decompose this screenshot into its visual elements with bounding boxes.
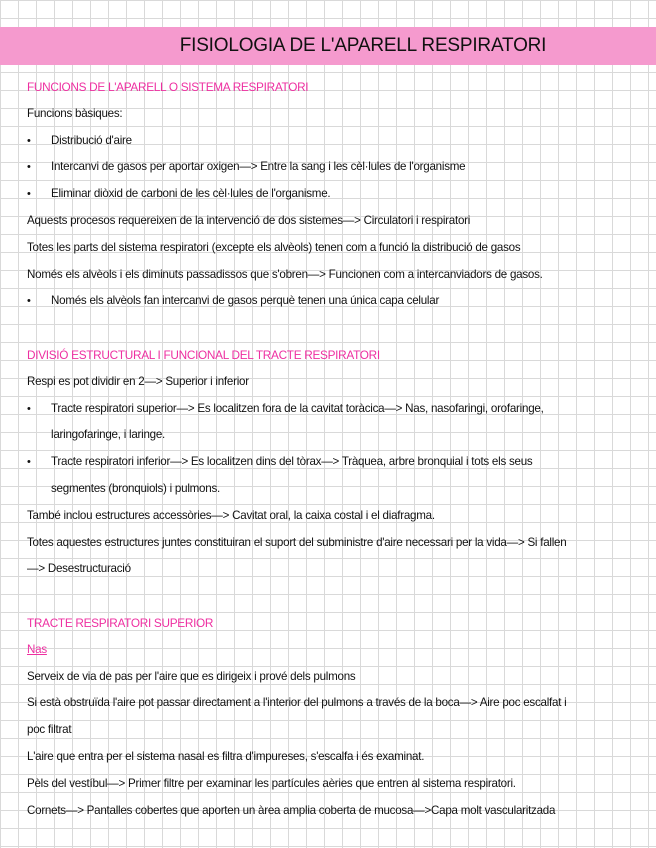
- paragraph: Pèls del vestíbul—> Primer filtre per examinar les partícules aèries que entren al sistema respiratori.: [27, 776, 516, 790]
- bullet-item: • Eliminar diòxid de carboni de les cèl·lules de l'organisme.: [27, 181, 649, 208]
- paragraph: Aquests procesos requereixen de la intervenció de dos sistemes—> Circulatori i respiratori: [27, 213, 471, 227]
- spacer: [27, 583, 649, 610]
- paragraph: També inclou estructures accessòries—> Cavitat oral, la caixa costal i el diafragma.: [27, 508, 435, 522]
- section-heading-tracte-superior: TRACTE RESPIRATORI SUPERIOR: [27, 615, 214, 630]
- spacer: [27, 315, 649, 342]
- paragraph: Només els alvèols i els diminuts passadissos que s'obren—> Funcionen com a intercanviadors de gasos.: [27, 267, 543, 281]
- paragraph: Serveix de via de pas per l'aire que es dirigeix i prové dels pulmons: [27, 669, 356, 683]
- paragraph: —> Desestructuració: [27, 562, 131, 576]
- bullet-item: • Només els alvèols fan intercanvi de gasos perquè tenen una única capa celular: [27, 288, 649, 315]
- title-banner: [0, 27, 656, 65]
- subheading-nas: Nas: [27, 642, 47, 656]
- paragraph: L'aire que entra per el sistema nasal es filtra d'impureses, s'escalfa i és examinat.: [27, 749, 425, 763]
- paragraph: Respi es pot dividir en 2—> Superior i inferior: [27, 374, 249, 388]
- paragraph: Totes aquestes estructures juntes constituiran el suport del subministre d'aire necessari per la vida—> Si fallen: [27, 535, 567, 549]
- bullet-item: • Intercanvi de gasos per aportar oxigen—> Entre la sang i les cèl·lules de l'organisme: [27, 154, 649, 181]
- bullet-item: • Distribució d'aire: [27, 128, 649, 155]
- paragraph: Cornets—> Pantalles cobertes que aporten un àrea amplia coberta de mucosa—>Capa molt vascularitzada: [27, 803, 556, 817]
- section-heading-funcions: FUNCIONS DE L'APARELL O SISTEMA RESPIRATORI: [27, 80, 309, 94]
- page-title: FISIOLOGIA DE L'APARELL RESPIRATORI: [179, 35, 547, 56]
- bullet-continuation: segmentes (bronquiols) i pulmons.: [51, 481, 220, 495]
- document-body: [27, 74, 649, 824]
- section-heading-divisio: DIVISIÓ ESTRUCTURAL I FUNCIONAL DEL TRACTE RESPIRATORI: [27, 347, 380, 362]
- paragraph: Totes les parts del sistema respiratori (excepte els alvèols) tenen com a funció la distribució de gasos: [27, 240, 521, 254]
- paragraph: poc filtrat: [27, 723, 72, 737]
- bullet-item: • Tracte respiratori superior—> Es localitzen fora de la cavitat toràcica—> Nas, nasofaringi, orofaringe,: [27, 396, 649, 423]
- paragraph: Si està obstruïda l'aire pot passar directament a l'interior del pulmons a través de la boca—> Aire poc escalfat i: [27, 696, 567, 710]
- bullet-item: • Tracte respiratori inferior—> Es localitzen dins del tòrax—> Tràquea, arbre bronquial i tots els seus: [27, 449, 649, 476]
- paragraph: Funcions bàsiques:: [27, 106, 123, 120]
- bullet-continuation: laringofaringe, i laringe.: [51, 428, 166, 442]
